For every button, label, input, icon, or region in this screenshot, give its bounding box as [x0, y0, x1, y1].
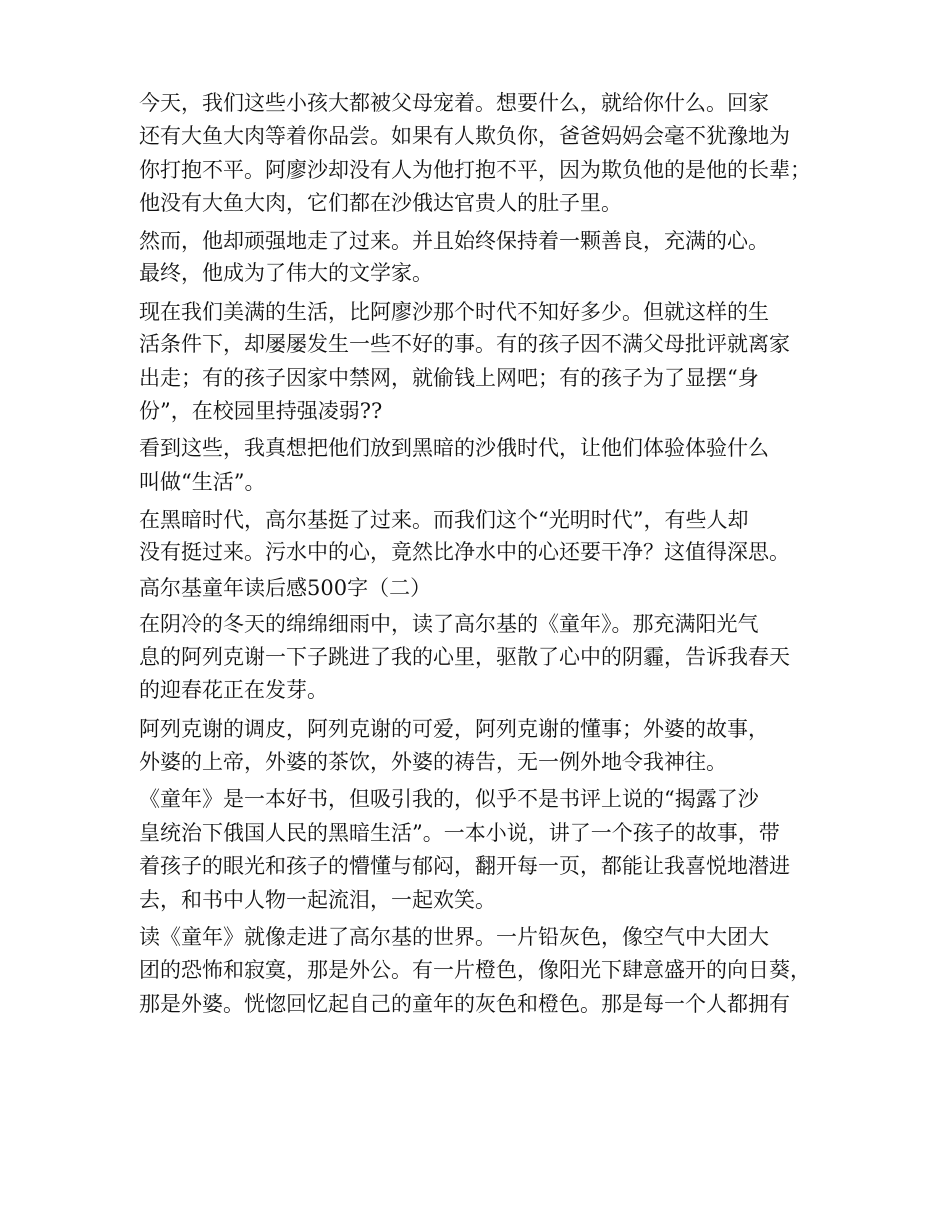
text-line: 今天，我们这些小孩大都被父母宠着。想要什么，就给你什么。回家 [139, 91, 769, 115]
text-line: 你打抱不平。阿廖沙却没有人为他打抱不平，因为欺负他的是他的长辈； [139, 158, 811, 182]
text-line: 看到这些，我真想把他们放到黑暗的沙俄时代，让他们体验体验什么 [139, 436, 769, 460]
text-line: 读《童年》就像走进了高尔基的世界。一片铅灰色，像空气中大团大 [139, 925, 769, 949]
text-line: 皇统治下俄国人民的黑暗生活”。一本小说，讲了一个孩子的故事，带 [139, 821, 780, 845]
text-line: 他没有大鱼大肉，它们都在沙俄达官贵人的肚子里。 [139, 191, 622, 215]
text-line: 阿列克谢的调皮，阿列克谢的可爱，阿列克谢的懂事；外婆的故事， [139, 717, 769, 741]
text-line: 那是外婆。恍惚回忆起自己的童年的灰色和橙色。那是每一个人都拥有 [139, 992, 790, 1016]
text-line: 在黑暗时代，高尔基挺了过来。而我们这个“光明时代”，有些人却 [139, 508, 749, 532]
text-line: 《童年》是一本好书，但吸引我的，似乎不是书评上说的“揭露了沙 [139, 787, 759, 811]
text-line: 还有大鱼大肉等着你品尝。如果有人欺负你，爸爸妈妈会毫不犹豫地为 [139, 124, 790, 148]
text-line: 现在我们美满的生活，比阿廖沙那个时代不知好多少。但就这样的生 [139, 300, 769, 324]
text-line: 外婆的上帝，外婆的茶饮，外婆的祷告，无一例外地令我神往。 [139, 750, 727, 774]
text-line: 去，和书中人物一起流泪，一起欢笑。 [139, 888, 496, 912]
text-line: 息的阿列克谢一下子跳进了我的心里，驱散了心中的阴霾，告诉我春天 [139, 645, 790, 669]
section-heading: 高尔基童年读后感500字（二） [139, 576, 432, 600]
text-line: 出走；有的孩子因家中禁网，就偷钱上网吧；有的孩子为了显摆“身 [139, 366, 759, 390]
text-line: 然而，他却顽强地走了过来。并且始终保持着一颗善良，充满的心。 [139, 229, 769, 253]
text-line: 叫做“生活”。 [139, 470, 266, 494]
text-line: 在阴冷的冬天的绵绵细雨中，读了高尔基的《童年》。那充满阳光气 [139, 612, 759, 636]
text-line: 着孩子的眼光和孩子的懵懂与郁闷，翻开每一页，都能让我喜悦地潜进 [139, 854, 790, 878]
text-line: 团的恐怖和寂寞，那是外公。有一片橙色，像阳光下肆意盛开的向日葵， [139, 958, 811, 982]
text-line: 活条件下，却屡屡发生一些不好的事。有的孩子因不满父母批评就离家 [139, 332, 790, 356]
text-line: 没有挺过来。污水中的心，竟然比净水中的心还要干净？这值得深思。 [139, 540, 790, 564]
text-line: 最终，他成为了伟大的文学家。 [139, 261, 433, 285]
text-line: 份”，在校园里持强凌弱?? [139, 399, 383, 423]
text-line: 的迎春花正在发芽。 [139, 678, 328, 702]
